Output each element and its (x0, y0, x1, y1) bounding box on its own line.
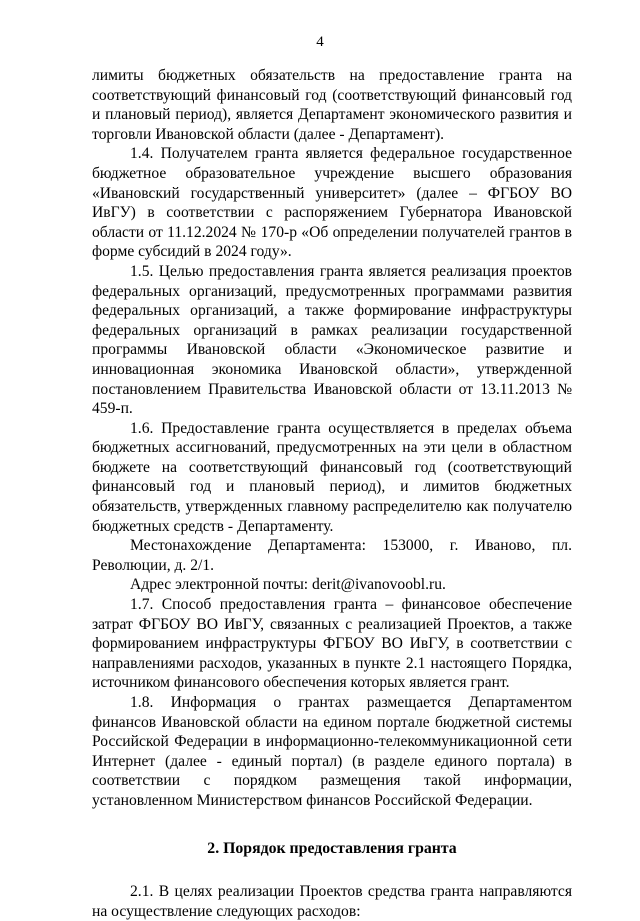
paragraph-email: Адрес электронной почты: derit@ivanovoobl.ru. (130, 576, 446, 594)
paragraph-1-8: 1.8. Информация о грантах размещается Департаментом финансов Ивановской области на едином портале бюджетной системы Российской Федерации в информационно-телекоммуникационной сети Интернет (далее - единый портал) (в разделе единого портала) в соответствии с порядком размещения такой информации, установленном Министерством финансов Российской Федерации. (92, 694, 572, 809)
paragraph-2-1: 2.1. В целях реализации Проектов средства гранта направляются на осуществление следующих расходов: (92, 883, 572, 920)
paragraph-1-7: 1.7. Способ предоставления гранта – финансовое обеспечение затрат ФГБОУ ВО ИвГУ, связанных с реализацией Проектов, а также формированием инфраструктуры ФГБОУ ВО ИвГУ, в соответствии с направлениями расходов, указанных в пункте 2.1 настоящего Порядка, источником финансового обеспечения которых является грант. (92, 596, 572, 692)
document-body (92, 66, 572, 921)
paragraph-1-4: 1.4. Получателем гранта является федеральное государственное бюджетное образовательное учреждение высшего образования «Ивановский государственный университет» (далее – ФГБОУ ВО ИвГУ) в соответствии с распоряжением Губернатора Ивановской области от 11.12.2024 № 170-р «Об определении получателей грантов в форме субсидий в 2024 году». (92, 145, 572, 261)
paragraph-1-6: 1.6. Предоставление гранта осуществляется в пределах объема бюджетных ассигнований, предусмотренных на эти цели в областном бюджете на соответствующий финансовый год (соответствующий финансовый год и плановый период), и лимитов бюджетных обязательств, утвержденных главному распределителю как получателю бюджетных средств - Департаменту. (92, 419, 572, 535)
page-number: 4 (316, 34, 324, 50)
paragraph-location: Местонахождение Департамента: 153000, г. Иваново, пл. Революции, д. 2/1. (92, 537, 572, 574)
paragraph-continuation: лимиты бюджетных обязательств на предоставление гранта на соответствующий финансовый год (соответствующий финансовый год и плановый период), является Департамент экономического развития и торговли Ивановской области (далее - Департамент). (92, 67, 572, 143)
paragraph-1-5: 1.5. Целью предоставления гранта является реализация проектов федеральных организаций, предусмотренных программами развития федеральных организаций, а также формирование инфраструктуры федеральных организаций в рамках реализации государственной программы Ивановской области «Экономическое развитие и инновационная экономика Ивановской области», утвержденной постановлением Правительства Ивановской области от 13.11.2013 № 459-п. (92, 262, 572, 418)
section-heading: 2. Порядок предоставления гранта (207, 839, 457, 857)
